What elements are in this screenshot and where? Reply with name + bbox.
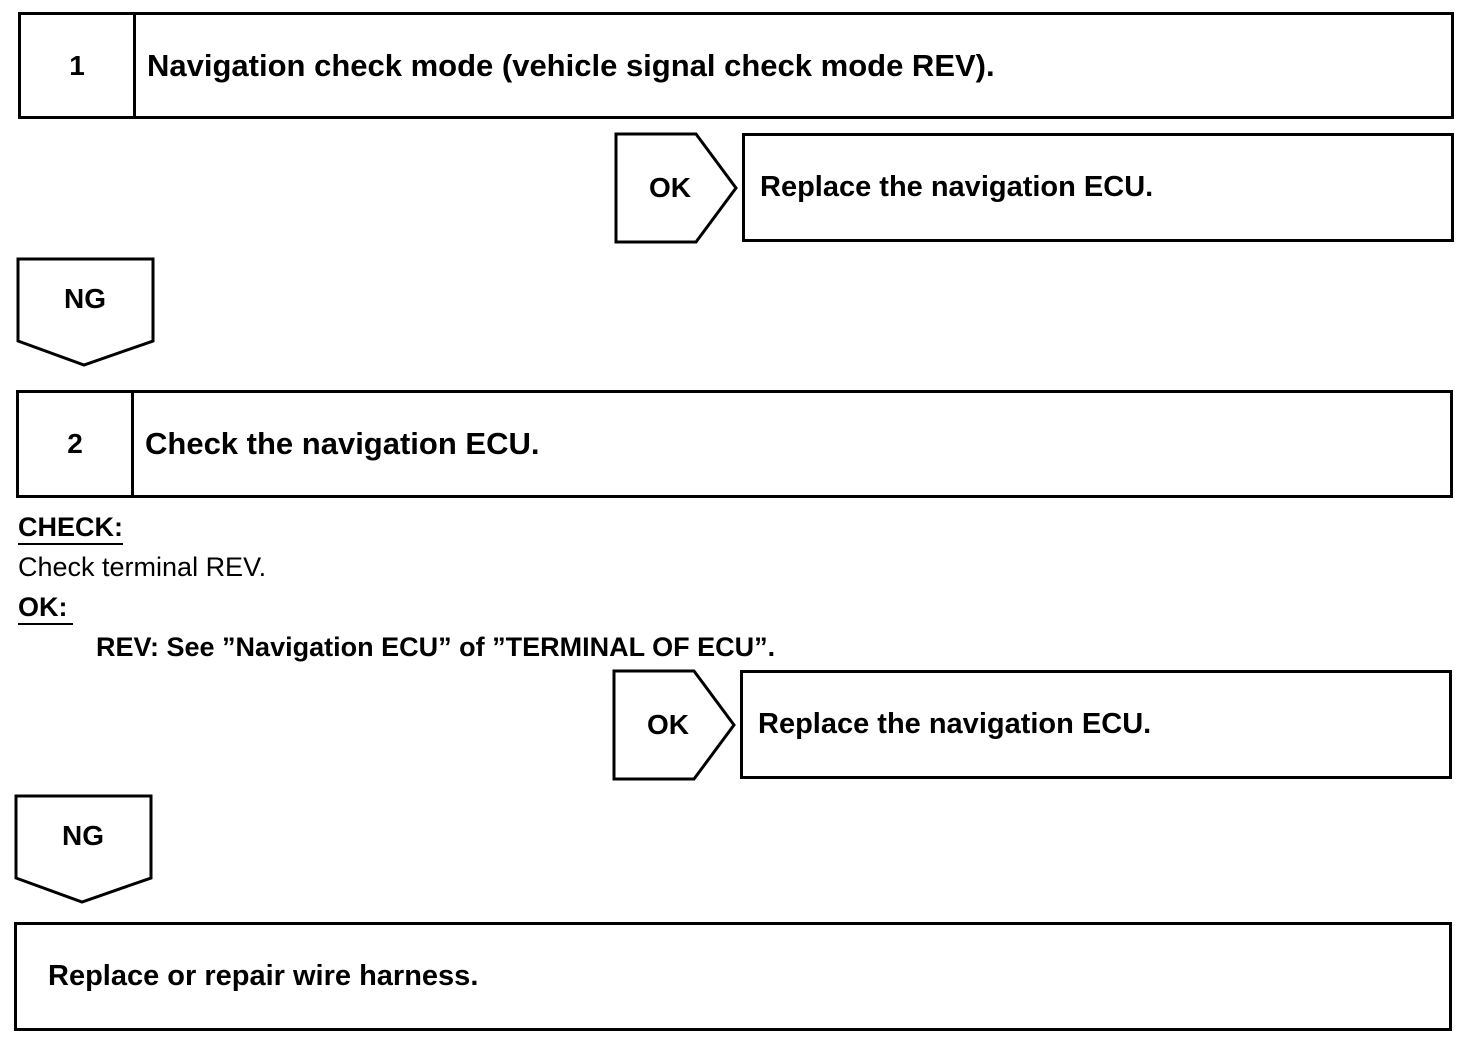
step-1-title: Navigation check mode (vehicle signal check mode REV). (147, 47, 995, 83)
check-heading: CHECK: (18, 512, 123, 545)
step-1-box (18, 12, 1454, 119)
step-1-ng-label: NG (64, 283, 106, 314)
ok-heading: OK: (18, 592, 73, 625)
check-text: Check terminal REV. (18, 552, 267, 582)
step-2-title: Check the navigation ECU. (145, 426, 540, 461)
step-2-box (16, 390, 1453, 498)
step-2-ng-label: NG (62, 820, 104, 851)
step-2-number: 2 (19, 393, 134, 495)
final-action-box: Replace or repair wire harness. (14, 922, 1452, 1031)
step-2-ok-label: OK (647, 709, 689, 740)
step-1-number: 1 (21, 15, 136, 116)
step-1-ok-result: Replace the navigation ECU. (742, 133, 1454, 242)
ok-spec: REV: See ”Navigation ECU” of ”TERMINAL OF ECU”. (96, 632, 776, 662)
step-2-ok-result: Replace the navigation ECU. (740, 670, 1452, 779)
step-1-ok-label: OK (649, 172, 691, 203)
